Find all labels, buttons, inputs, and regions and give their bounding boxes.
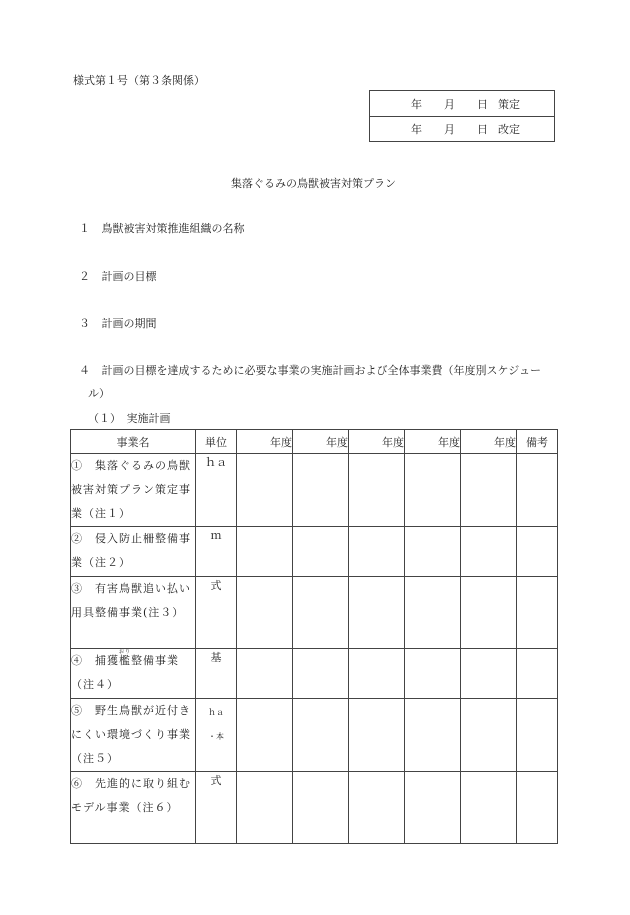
year-cell[interactable] [349,527,405,577]
ruby-kanji [119,649,132,667]
year-cell[interactable] [461,649,517,699]
section-2 [79,268,157,284]
implementation-plan-table [70,429,558,844]
unit-cell: ｍ [196,527,237,577]
date-box [369,90,555,142]
date-row-established [370,91,554,116]
section-text-line1: 計画の目標を達成するために必要な事業の実施計画および全体事業費（年度別スケジュー [101,364,542,377]
date-row-revised [370,116,554,141]
year-cell[interactable] [293,527,349,577]
header-unit: 単位 [196,430,237,454]
name-part: 整備事業（注４） [71,654,179,691]
document-title: 集落ぐるみの鳥獣被害対策プラン [231,177,396,190]
year-cell[interactable] [405,527,461,577]
month-label: 月 [444,97,455,111]
ruby-base: 檻 [119,654,131,667]
year-cell[interactable] [349,577,405,649]
year-cell[interactable] [237,577,293,649]
section-text: 鳥獣被害対策推進組織の名称 [101,222,245,235]
year-cell[interactable] [461,454,517,527]
year-label: 年 [411,123,422,136]
year-cell[interactable] [293,699,349,772]
header-fiscal-year: 年度 [237,430,293,454]
revised-label: 改定 [498,123,520,136]
year-cell[interactable] [293,649,349,699]
unit-cell: 基 [196,649,237,699]
year-cell[interactable] [405,699,461,772]
day-label: 日 [477,123,488,136]
table-row [71,527,558,577]
table-row [71,649,558,699]
year-cell[interactable] [237,649,293,699]
year-cell[interactable] [461,772,517,844]
year-cell[interactable] [349,454,405,527]
project-name-cell: ③ 有害鳥獣追い払い用具整備事業(注３） [71,577,196,649]
year-cell[interactable] [237,699,293,772]
section-number: ２ [79,270,90,283]
month-label: 月 [444,123,455,136]
established-label: 策定 [498,97,520,111]
subsection-title: （１） 実施計画 [88,412,171,425]
year-cell[interactable] [237,527,293,577]
section-text: 計画の目標 [101,270,157,283]
project-name-cell: ⑥ 先進的に取り組むモデル事業（注６） [71,772,196,844]
year-cell[interactable] [237,772,293,844]
header-fiscal-year: 年度 [349,430,405,454]
remarks-cell[interactable] [517,772,558,844]
year-cell[interactable] [405,772,461,844]
year-cell[interactable] [349,772,405,844]
table-row [71,699,558,772]
header-fiscal-year: 年度 [461,430,517,454]
unit-cell [196,699,237,772]
day-label: 日 [477,97,488,111]
section-1 [79,220,245,236]
unit-line: ｈａ [208,708,224,717]
header-remarks: 備考 [517,430,558,454]
section-number: ３ [79,317,90,330]
unit-cell: 式 [196,577,237,649]
header-fiscal-year: 年度 [293,430,349,454]
year-cell[interactable] [405,649,461,699]
table-row [71,772,558,844]
remarks-cell[interactable] [517,699,558,772]
year-label: 年 [411,97,422,111]
year-cell[interactable] [293,454,349,527]
remarks-cell[interactable] [517,577,558,649]
table-row [71,577,558,649]
year-cell[interactable] [461,577,517,649]
unit-line: ・本 [208,732,224,741]
year-cell[interactable] [461,699,517,772]
year-cell[interactable] [405,577,461,649]
year-cell[interactable] [349,649,405,699]
year-cell[interactable] [293,577,349,649]
form-label: 様式第１号（第３条関係） [73,74,205,87]
remarks-cell[interactable] [517,454,558,527]
project-name-cell: ⑤ 野生鳥獣が近付きにくい環境づくり事業（注５） [71,699,196,772]
section-3 [79,315,157,331]
name-part: ④ 捕獲 [71,654,119,667]
project-name-cell [71,649,196,699]
header-project-name: 事業名 [71,430,196,454]
section-number: １ [79,222,90,235]
year-cell[interactable] [461,527,517,577]
table-header-row [71,430,558,454]
section-text: 計画の期間 [101,317,157,330]
year-cell[interactable] [405,454,461,527]
unit-cell: ｈａ [196,454,237,527]
ruby-reading: おり [119,649,132,655]
section-4 [79,362,541,378]
year-cell[interactable] [237,454,293,527]
remarks-cell[interactable] [517,527,558,577]
project-name-cell: ① 集落ぐるみの鳥獣被害対策プラン策定事業（注１） [71,454,196,527]
header-fiscal-year: 年度 [405,430,461,454]
project-name-cell: ② 侵入防止柵整備事業（注２） [71,527,196,577]
section-4-line2: ル） [88,387,110,400]
year-cell[interactable] [349,699,405,772]
year-cell[interactable] [293,772,349,844]
remarks-cell[interactable] [517,649,558,699]
table-row [71,454,558,527]
section-number: ４ [79,364,90,377]
unit-cell: 式 [196,772,237,844]
